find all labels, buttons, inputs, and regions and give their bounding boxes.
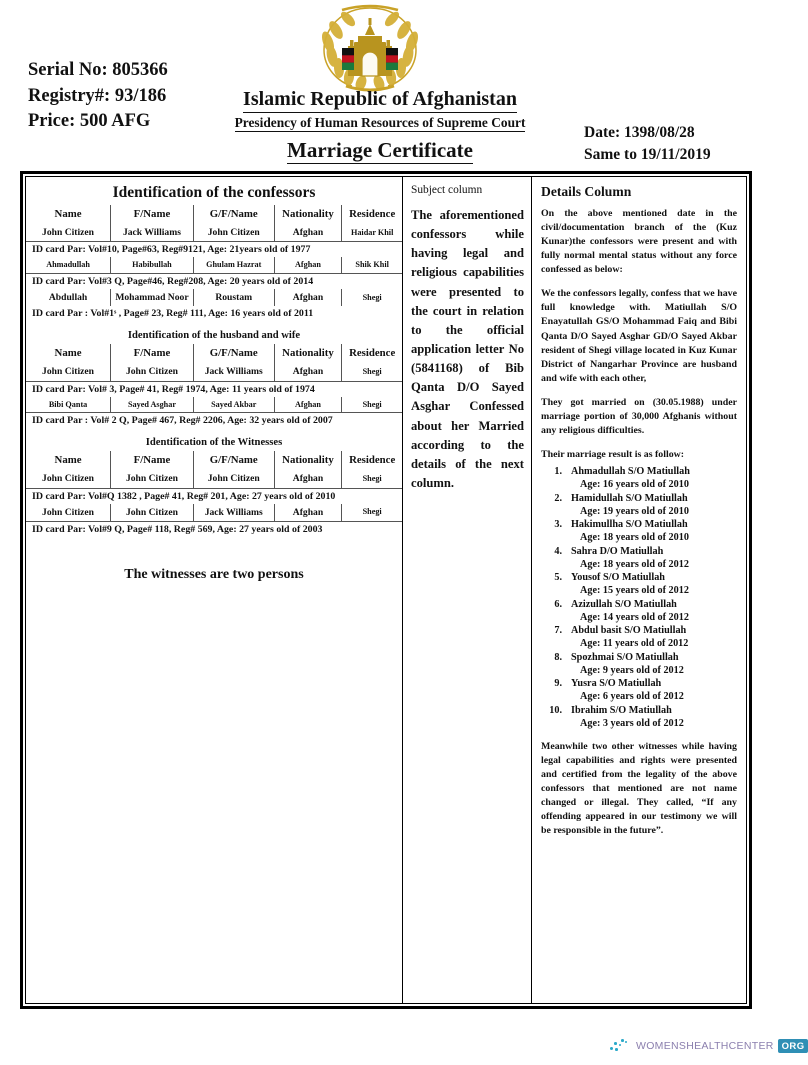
col-gfname: G/F/Name — [193, 205, 274, 224]
table-row — [26, 504, 402, 522]
cell-name: Bibi Qanta — [26, 397, 111, 413]
child-number: 6. — [554, 598, 562, 610]
table-header-row — [26, 205, 402, 224]
list-item — [541, 571, 737, 598]
registry-value: 93/186 — [114, 85, 167, 106]
date-hijri: Date: 1398/08/28 — [584, 124, 695, 141]
child-name: Hakimullha S/O Matiullah — [571, 519, 688, 530]
col-fname: F/Name — [111, 344, 194, 363]
certificate-frame — [20, 171, 752, 1009]
list-item — [541, 651, 737, 678]
list-item — [541, 465, 737, 492]
child-number: 8. — [554, 651, 562, 663]
cell-gfname: Roustam — [193, 289, 274, 306]
col-fname: F/Name — [111, 205, 194, 224]
child-age: Age: 6 years old of 2012 — [580, 691, 684, 703]
child-name: Yusra S/O Matiullah — [571, 678, 662, 689]
price-label: Price: — [28, 111, 76, 132]
serial-line — [28, 58, 168, 84]
table-row — [26, 363, 402, 381]
watermark-text: WOMENSHEALTHCENTER — [636, 1040, 774, 1052]
list-item — [541, 518, 737, 545]
details-paragraph-3: They got married on (30.05.1988) under marriage portion of 30,000 Afghanis without any religious difficulties. — [541, 396, 737, 436]
dots-icon — [610, 1038, 632, 1054]
serial-registry-price-block — [28, 58, 168, 135]
cell-fname: John Citizen — [111, 470, 194, 488]
child-number: 9. — [554, 678, 562, 689]
list-item — [541, 545, 737, 572]
cell-name: John Citizen — [26, 224, 111, 242]
confessors-section-title: Identification of the confessors — [112, 184, 316, 201]
cell-residence: Shegi — [362, 367, 382, 377]
id-card-row — [26, 488, 402, 504]
subject-column-body: The aforementioned confessors while having legal and religious capabilities were presented to the court in relation to the official application letter No (5841168) of Bib Qanta D/O Sayed Asghar Confessed about her Married according to the details of the next column. — [411, 208, 524, 490]
child-number: 5. — [554, 572, 562, 583]
table-row — [26, 257, 402, 273]
husband-wife-table — [26, 344, 402, 428]
identification-column — [26, 177, 403, 1003]
col-residence: Residence — [349, 208, 396, 220]
child-name: Hamidullah S/O Matiullah — [571, 492, 688, 504]
table-row — [26, 289, 402, 306]
col-gfname: G/F/Name — [193, 344, 274, 363]
details-paragraph-1: On the above mentioned date in the civil/documentation branch of the (Kuz Kunar)the confessors were present and with fully normal mental status without any force confessed as below: — [541, 208, 737, 276]
page-title: Marriage Certificate — [287, 138, 473, 164]
cell-nationality: Afghan — [274, 257, 342, 273]
serial-value: 805366 — [112, 60, 168, 80]
child-name: Ahmadullah S/O Matiullah — [571, 466, 690, 477]
cell-name: Ahmadullah — [26, 257, 111, 273]
watermark-badge: ORG — [778, 1039, 808, 1053]
id-card-row — [26, 413, 402, 429]
id-card-row — [26, 521, 402, 537]
list-item — [541, 704, 737, 731]
cell-residence: Haidar Khil — [350, 227, 394, 237]
child-name: Abdul basit S/O Matiullah — [571, 625, 687, 636]
cell-fname: John Citizen — [111, 504, 194, 522]
cell-gfname: Sayed Akbar — [193, 397, 274, 413]
col-fname: F/Name — [111, 451, 194, 470]
id-card-line: ID card Par: Vol#9 Q, Page# 118, Reg# 569, Age: 27 years old of 2003 — [26, 521, 402, 537]
id-card-line: ID card Par : Vol# 2 Q, Page# 467, Reg# 2206, Age: 32 years old of 2007 — [26, 413, 402, 429]
authority-title: Presidency of Human Resources of Supreme Court — [235, 115, 526, 132]
id-card-line: ID card Par : Vol#1ˢ , Page# 23, Reg# 111, Age: 16 years old of 2011 — [32, 308, 314, 320]
cell-residence: Shik Khil — [355, 260, 389, 270]
col-nationality: Nationality — [274, 344, 342, 363]
child-age: Age: 16 years old of 2010 — [580, 479, 689, 491]
child-name: Ibrahim S/O Matiullah — [571, 704, 672, 716]
child-name: Sahra D/O Matiullah — [571, 545, 664, 557]
cell-fname: Mohammad Noor — [111, 289, 194, 306]
child-age: Age: 14 years old of 2012 — [580, 611, 689, 623]
id-card-line: ID card Par: Vol#Q 1382 , Page# 41, Reg# 201, Age: 27 years old of 2010 — [26, 488, 402, 504]
col-name: Name — [26, 205, 111, 224]
cell-fname: John Citizen — [111, 363, 194, 381]
serial-label: Serial No: — [28, 60, 108, 80]
cell-gfname: Jack Williams — [193, 504, 274, 522]
cell-nationality: Afghan — [274, 504, 342, 522]
child-age: Age: 9 years old of 2012 — [580, 664, 684, 676]
child-name: Yousof S/O Matiullah — [571, 572, 665, 583]
child-age: Age: 15 years old of 2012 — [580, 585, 689, 597]
price-value: 500 AFG — [79, 111, 151, 132]
husband-wife-section-title: Identification of the husband and wife — [127, 330, 301, 342]
confessors-table — [26, 205, 402, 321]
cell-fname: Habibullah — [111, 257, 194, 273]
list-item — [541, 492, 737, 519]
child-number: 7. — [554, 625, 562, 636]
col-residence: Residence — [349, 347, 396, 360]
col-gfname: G/F/Name — [193, 451, 274, 470]
col-nationality: Nationality — [274, 451, 342, 470]
child-age: Age: 19 years old of 2010 — [580, 505, 689, 517]
child-name: Spozhmai S/O Matiullah — [571, 651, 679, 663]
child-number: 2. — [554, 492, 562, 504]
col-residence: Residence — [349, 454, 396, 467]
child-age: Age: 18 years old of 2010 — [580, 532, 689, 544]
cell-residence: Shegi — [362, 474, 382, 484]
cell-residence: Shegi — [362, 292, 382, 302]
subject-column-heading: Subject column — [411, 184, 483, 196]
children-list — [541, 465, 737, 730]
cell-gfname: Jack Williams — [193, 363, 274, 381]
cell-name: Abdullah — [26, 289, 111, 306]
col-nationality: Nationality — [274, 205, 342, 224]
cell-nationality: Afghan — [274, 224, 342, 242]
table-row — [26, 470, 402, 488]
country-title: Islamic Republic of Afghanistan — [243, 88, 517, 113]
child-age: Age: 18 years old of 2012 — [580, 558, 689, 570]
title-block — [170, 88, 590, 164]
cell-name: John Citizen — [26, 470, 111, 488]
id-card-row — [26, 242, 402, 258]
cell-nationality: Afghan — [274, 397, 342, 413]
cell-nationality: Afghan — [274, 470, 342, 488]
id-card-line: ID card Par: Vol#10, Page#63, Reg#9121, Age: 21years old of 1977 — [26, 242, 402, 258]
id-card-line: ID card Par: Vol# 3, Page# 41, Reg# 1974, Age: 11 years old of 1974 — [26, 381, 402, 397]
id-card-row — [26, 306, 402, 321]
table-row — [26, 224, 402, 242]
price-line — [28, 109, 168, 135]
details-column — [532, 177, 746, 1003]
cell-residence: Shegi — [362, 507, 382, 517]
id-card-line: ID card Par: Vol#3 Q, Page#46, Reg#208, Age: 20 years old of 2014 — [26, 273, 402, 289]
table-row — [26, 397, 402, 413]
id-card-row — [26, 381, 402, 397]
details-column-heading: Details Column — [541, 184, 632, 199]
table-header-row — [26, 451, 402, 470]
document-header — [0, 0, 770, 165]
child-number: 1. — [554, 466, 562, 477]
cell-gfname: John Citizen — [193, 470, 274, 488]
subject-column — [403, 177, 532, 1003]
col-name: Name — [26, 344, 111, 363]
cell-nationality: Afghan — [274, 289, 342, 306]
afghanistan-national-emblem-icon — [312, 2, 428, 90]
details-paragraph-4: Their marriage result is as follow: — [541, 448, 685, 460]
child-number: 10. — [549, 704, 562, 716]
cell-gfname: Ghulam Hazrat — [193, 257, 274, 273]
witnesses-section-title: Identification of the Witnesses — [145, 437, 283, 449]
list-item — [541, 677, 737, 704]
cell-name: John Citizen — [26, 363, 111, 381]
cell-residence: Shegi — [362, 399, 382, 409]
table-header-row — [26, 344, 402, 363]
cell-nationality: Afghan — [274, 363, 342, 381]
date-block — [584, 122, 711, 166]
list-item — [541, 598, 737, 625]
child-age: Age: 11 years old of 2012 — [580, 638, 689, 650]
watermark — [610, 1038, 808, 1054]
details-paragraph-2: We the confessors legally, confess that we have full knowledge with. Matiullah S/O Enayatullah GS/O Mohammad Faiq and Bibi Qanta D/O Sayed Asghar GD/O Sayed Akbar resident of Shegi village located in Kuz Kunar District of Nangarhar Province are husband and wife with each other, — [541, 288, 737, 384]
id-card-row — [26, 273, 402, 289]
child-number: 3. — [554, 519, 562, 530]
date-gregorian: Same to 19/11/2019 — [584, 146, 711, 163]
child-number: 4. — [554, 545, 562, 557]
cell-gfname: John Citizen — [193, 224, 274, 242]
cell-fname: Sayed Asghar — [111, 397, 194, 413]
witnesses-count-note: The witnesses are two persons — [124, 566, 304, 582]
cell-name: John Citizen — [26, 504, 111, 522]
details-paragraph-5: Meanwhile two other witnesses while having legal capabilities and rights were presented and certified from the legality of the above confessors that mentioned are not name changed or illegal. They called, “If any offending appeared in our testimony we will be responsible in the future”. — [541, 741, 737, 837]
col-name: Name — [26, 451, 111, 470]
registry-label: Registry#: — [28, 85, 111, 106]
registry-line — [28, 84, 168, 110]
witnesses-table — [26, 451, 402, 537]
cell-fname: Jack Williams — [111, 224, 194, 242]
child-age: Age: 3 years old of 2012 — [580, 717, 684, 729]
list-item — [541, 624, 737, 651]
child-name: Azizullah S/O Matiullah — [571, 598, 677, 610]
